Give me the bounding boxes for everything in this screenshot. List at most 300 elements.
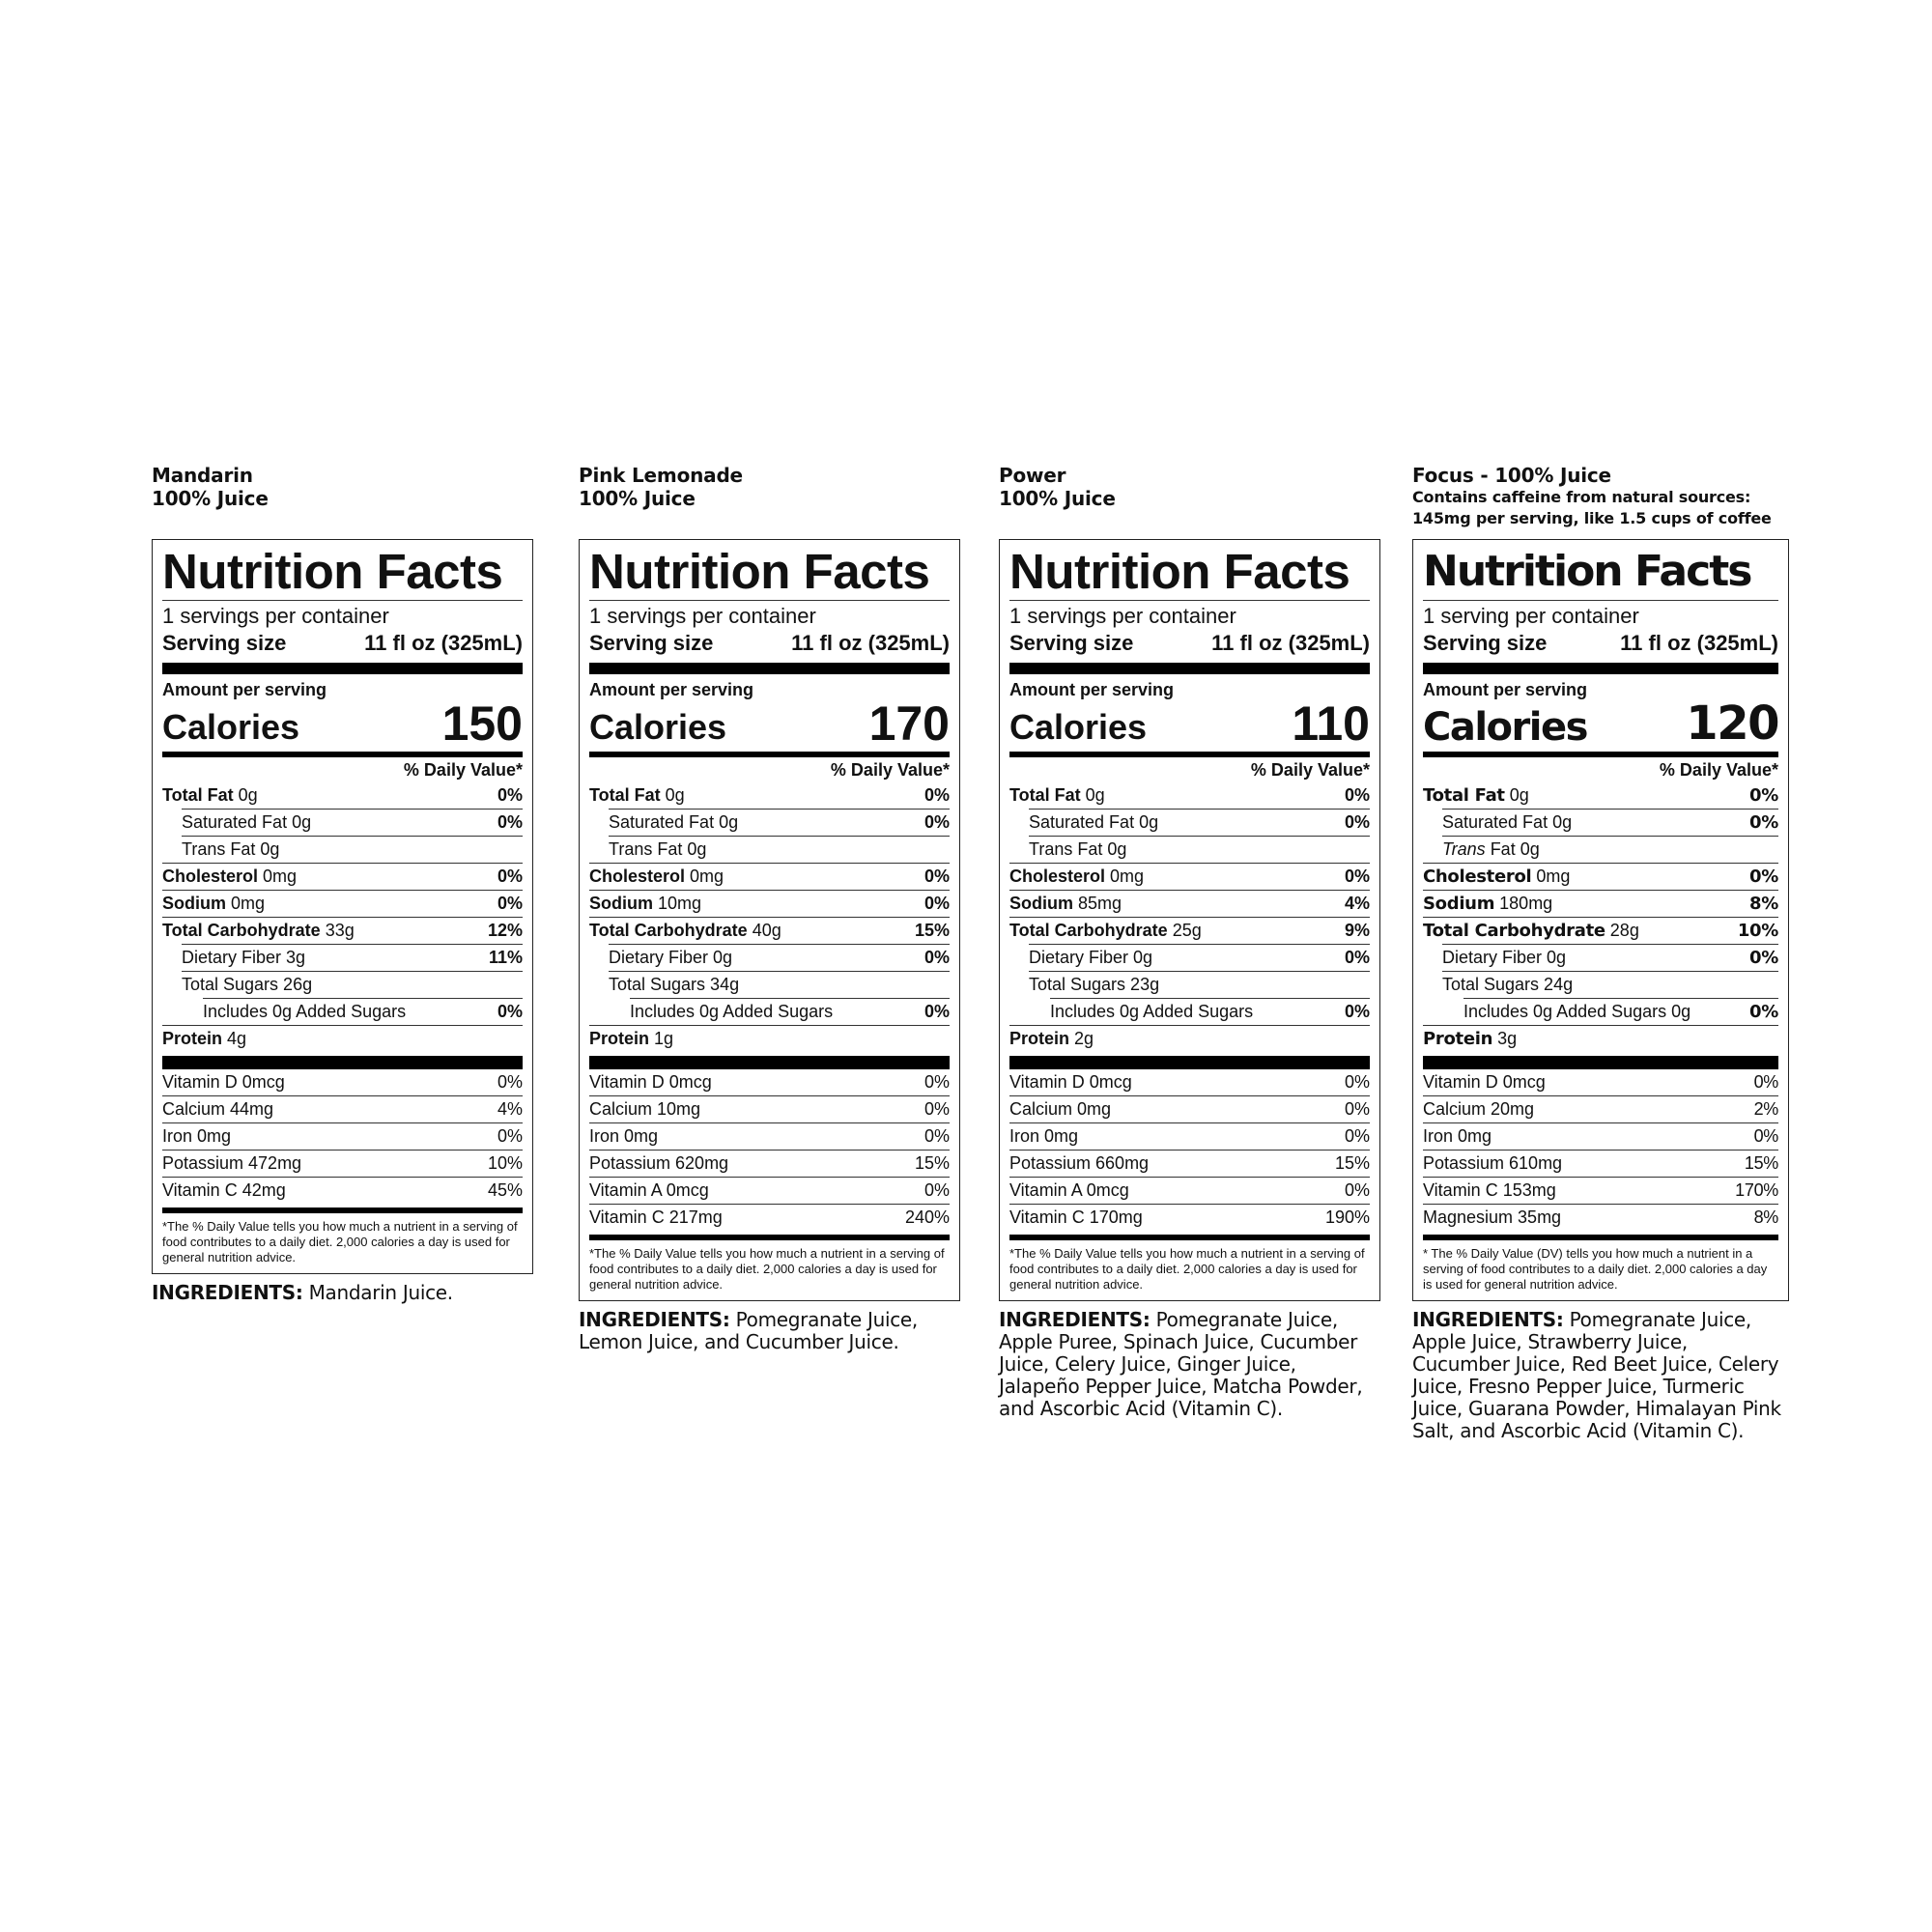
nutrient-amount: 4g (222, 1029, 247, 1048)
nutrient-amount: 1g (649, 1029, 674, 1048)
nutrient-name (162, 1026, 246, 1052)
product-name: Mandarin (152, 464, 253, 487)
vitamin-name: Iron 0mg (162, 1126, 232, 1146)
nutrient-name-italic: Trans (1442, 839, 1486, 859)
nutrient-amount: Total Sugars 23g (1029, 975, 1160, 994)
nutrient-row (589, 917, 950, 944)
calories-value: 110 (1292, 696, 1370, 751)
vitamin-row (589, 1095, 950, 1122)
vitamin-row (1423, 1069, 1778, 1095)
nutrient-rows (162, 782, 523, 1052)
nutrient-name-bold: Sodium (1423, 894, 1495, 914)
nutrient-name (609, 945, 732, 971)
nutrient-row (1423, 782, 1778, 809)
nutrient-name (589, 782, 685, 809)
nutrient-daily-value: 0% (1749, 867, 1778, 887)
ingredients-label: INGREDIENTS: (152, 1281, 303, 1304)
nutrient-name (1050, 999, 1253, 1025)
product-subtitle: 100% Juice (152, 487, 269, 510)
vitamin-daily-value: 2% (1753, 1099, 1778, 1119)
ingredients (152, 1282, 533, 1304)
vitamin-rows (589, 1069, 950, 1231)
vitamin-name: Potassium 660mg (1009, 1153, 1150, 1173)
nutrient-name (589, 1026, 673, 1052)
nutrient-daily-value: 0% (923, 867, 950, 886)
nutrient-name (1029, 837, 1126, 863)
nutrient-rows (589, 782, 950, 1052)
vitamin-row (162, 1177, 523, 1204)
nutrient-name (1009, 918, 1202, 944)
nutrient-amount: Fat 0g (1485, 839, 1540, 859)
nutrient-daily-value: 0% (497, 1002, 523, 1021)
vitamin-daily-value: 15% (1334, 1153, 1370, 1173)
nutrient-name-bold: Protein (162, 1029, 223, 1048)
nutrient-daily-value: 0% (1344, 785, 1370, 805)
divider-thick (162, 1056, 523, 1069)
product-name: Pink Lemonade (579, 464, 743, 487)
nutrient-amount: 2g (1069, 1029, 1094, 1048)
nutrient-row (1423, 1025, 1778, 1052)
serving-size-row (162, 630, 523, 657)
vitamin-name: Vitamin C 170mg (1009, 1208, 1143, 1227)
nutrient-name (162, 891, 265, 917)
nutrient-amount: 0g (233, 785, 258, 805)
nutrient-name (589, 864, 724, 890)
calories-value: 150 (441, 696, 523, 751)
nutrient-daily-value: 8% (1749, 894, 1778, 914)
nutrient-row (1423, 917, 1778, 944)
vitamin-name: Vitamin C 153mg (1423, 1180, 1556, 1200)
nutrient-row (609, 971, 950, 998)
vitamin-daily-value: 170% (1735, 1180, 1778, 1200)
nutrient-name (182, 972, 312, 998)
nutrient-name-bold: Protein (589, 1029, 650, 1048)
nutrient-name-bold: Total Carbohydrate (589, 921, 748, 940)
vitamin-row (1009, 1177, 1370, 1204)
nutrient-amount: 0g (1504, 785, 1529, 805)
nutrient-amount: 180mg (1494, 894, 1553, 913)
vitamin-name: Iron 0mg (589, 1126, 659, 1146)
nutrient-name-bold: Protein (1423, 1029, 1493, 1049)
vitamin-name: Potassium 610mg (1423, 1153, 1563, 1173)
nutrient-name-bold: Total Fat (162, 785, 234, 805)
nutrition-facts-label (579, 539, 960, 1301)
nutrient-daily-value: 0% (497, 785, 523, 805)
vitamin-daily-value: 4% (497, 1099, 523, 1119)
vitamin-name: Vitamin A 0mcg (589, 1180, 709, 1200)
vitamin-name: Vitamin A 0mcg (1009, 1180, 1129, 1200)
nutrition-facts-title: Nutrition Facts (162, 544, 503, 599)
vitamin-daily-value: 0% (1344, 1180, 1370, 1200)
nutrition-facts-title: Nutrition Facts (1009, 544, 1350, 599)
nutrient-amount: Saturated Fat 0g (1029, 812, 1159, 832)
vitamin-rows (162, 1069, 523, 1204)
nutrient-daily-value: 0% (497, 894, 523, 913)
nutrient-name (630, 999, 833, 1025)
nutrient-amount: Includes 0g Added Sugars (630, 1002, 834, 1021)
divider-thick (1423, 1056, 1778, 1069)
nutrient-name (162, 782, 258, 809)
nutrient-daily-value: 0% (1344, 948, 1370, 967)
nutrient-row (609, 809, 950, 836)
vitamin-name: Vitamin D 0mcg (162, 1072, 285, 1092)
ingredients-label: INGREDIENTS: (579, 1308, 730, 1331)
nutrient-name (203, 999, 406, 1025)
ingredients-text: Mandarin Juice. (302, 1281, 453, 1304)
nutrient-rows (1009, 782, 1370, 1052)
nutrient-name-bold: Total Carbohydrate (162, 921, 321, 940)
nutrient-name (1029, 972, 1159, 998)
vitamin-name: Potassium 620mg (589, 1153, 729, 1173)
nutrient-amount: Includes 0g Added Sugars (203, 1002, 407, 1021)
calories-label: Calories (1423, 705, 1587, 750)
nutrient-row (203, 998, 523, 1025)
nutrient-row (589, 782, 950, 809)
vitamin-row (1423, 1122, 1778, 1150)
nutrient-name (182, 810, 311, 836)
nutrient-daily-value: 0% (923, 948, 950, 967)
vitamin-name: Calcium 44mg (162, 1099, 274, 1119)
nutrient-name-bold: Protein (1009, 1029, 1070, 1048)
nutrition-facts-title: Nutrition Facts (1423, 547, 1751, 596)
daily-value-header: % Daily Value* (830, 760, 950, 780)
calories-value: 120 (1686, 696, 1778, 751)
vitamin-daily-value: 10% (487, 1153, 523, 1173)
nutrient-row (162, 863, 523, 890)
nutrient-row (162, 782, 523, 809)
daily-value-header: % Daily Value* (403, 760, 523, 780)
nutrient-rows (1423, 782, 1778, 1052)
nutrition-facts-title: Nutrition Facts (589, 544, 930, 599)
product-header (999, 464, 1380, 539)
nutrient-name (1423, 1026, 1517, 1052)
nutrition-facts-label (999, 539, 1380, 1301)
serving-size-label: Serving size (1423, 631, 1548, 655)
nutrient-amount: 40g (747, 921, 781, 940)
nutrient-row (162, 890, 523, 917)
vitamin-name: Vitamin D 0mcg (589, 1072, 712, 1092)
nutrient-daily-value: 0% (497, 867, 523, 886)
nutrient-amount: 0mg (685, 867, 724, 886)
nutrient-row (1463, 998, 1778, 1025)
nutrient-row (182, 944, 523, 971)
nutrient-name-bold: Cholesterol (1009, 867, 1106, 886)
nutrient-name-bold: Total Carbohydrate (1009, 921, 1168, 940)
nutrient-amount: 28g (1605, 921, 1639, 940)
nutrient-row (182, 971, 523, 998)
product-header (152, 464, 533, 539)
nutrient-amount: Total Sugars 24g (1442, 975, 1574, 994)
nutrient-amount: 3g (1492, 1029, 1518, 1048)
nutrient-row (1009, 863, 1370, 890)
vitamin-name: Vitamin C 217mg (589, 1208, 723, 1227)
nutrient-amount: 0mg (1105, 867, 1145, 886)
product-column-pink-lemonade (579, 464, 960, 1353)
nutrient-name (1029, 810, 1158, 836)
vitamin-row (1009, 1095, 1370, 1122)
nutrient-row (1050, 998, 1370, 1025)
nutrient-row (1029, 971, 1370, 998)
amount-per-serving: Amount per serving (1423, 680, 1588, 699)
serving-size-value: 11 fl oz (325mL) (791, 631, 950, 655)
divider-thick (1009, 1056, 1370, 1069)
divider-thick (1009, 663, 1370, 674)
nutrient-row (1442, 944, 1778, 971)
product-name: Focus - 100% Juice (1412, 464, 1611, 487)
nutrient-daily-value: 0% (1749, 812, 1778, 833)
nutrient-name (1463, 999, 1690, 1025)
nutrient-row (1029, 836, 1370, 863)
nutrient-daily-value: 15% (914, 921, 950, 940)
nutrient-row (609, 836, 950, 863)
vitamin-name: Magnesium 35mg (1423, 1208, 1562, 1227)
vitamin-daily-value: 0% (923, 1099, 950, 1119)
vitamin-daily-value: 8% (1753, 1208, 1778, 1227)
daily-value-footnote: * The % Daily Value (DV) tells you how much a nutrient in a serving of food contributes to a daily diet. 2,000 calories a day is used for general nutrition advice. (1423, 1246, 1768, 1292)
calories-row (162, 696, 523, 751)
calories-row (1009, 696, 1370, 751)
nutrient-amount: Dietary Fiber 0g (609, 948, 733, 967)
nutrient-name-bold: Cholesterol (589, 867, 686, 886)
ingredients-text: Pomegranate Juice, Apple Puree, Spinach Juice, Cucumber Juice, Celery Juice, Ginger Juice, Jalapeño Pepper Juice, Matcha Powder, and Ascorbic Acid (Vitamin C). (999, 1308, 1363, 1420)
nutrient-amount: Saturated Fat 0g (1442, 812, 1573, 832)
calories-row (589, 696, 950, 751)
nutrient-row (1442, 809, 1778, 836)
vitamin-daily-value: 15% (914, 1153, 950, 1173)
vitamin-row (1423, 1204, 1778, 1231)
nutrient-name (609, 810, 738, 836)
nutrient-row (1029, 944, 1370, 971)
nutrient-row (589, 1025, 950, 1052)
product-subtitle: 100% Juice (999, 487, 1116, 510)
nutrient-amount: Total Sugars 26g (182, 975, 313, 994)
vitamin-daily-value: 0% (1344, 1072, 1370, 1092)
vitamin-name: Calcium 10mg (589, 1099, 701, 1119)
calories-label: Calories (162, 707, 300, 747)
ingredients-label: INGREDIENTS: (999, 1308, 1151, 1331)
nutrient-name (1423, 782, 1529, 809)
nutrient-name (609, 972, 739, 998)
nutrient-name (1029, 945, 1152, 971)
vitamin-daily-value: 0% (1753, 1126, 1778, 1146)
nutrient-daily-value: 0% (923, 1002, 950, 1021)
nutrient-name (1009, 782, 1105, 809)
vitamin-row (1009, 1150, 1370, 1177)
vitamin-row (1423, 1177, 1778, 1204)
daily-value-footnote: *The % Daily Value tells you how much a nutrient in a serving of food contributes to a daily diet. 2,000 calories a day is used for general nutrition advice. (1009, 1246, 1365, 1292)
nutrient-amount: 0g (1080, 785, 1105, 805)
nutrient-daily-value: 0% (923, 785, 950, 805)
product-header (579, 464, 960, 539)
nutrition-facts-label (152, 539, 533, 1274)
nutrient-daily-value: 11% (488, 948, 523, 967)
vitamin-name: Calcium 0mg (1009, 1099, 1112, 1119)
serving-size-value: 11 fl oz (325mL) (1211, 631, 1370, 655)
servings-per-container: 1 servings per container (589, 604, 816, 628)
product-column-focus (1412, 464, 1789, 1442)
servings-per-container: 1 servings per container (162, 604, 389, 628)
nutrient-name (1442, 945, 1566, 971)
nutrient-name-bold: Total Fat (1423, 785, 1505, 806)
vitamin-name: Vitamin D 0mcg (1009, 1072, 1132, 1092)
daily-value-header: % Daily Value* (1659, 760, 1778, 780)
vitamin-daily-value: 0% (497, 1126, 523, 1146)
nutrient-amount: Saturated Fat 0g (182, 812, 312, 832)
nutrient-amount: 0mg (258, 867, 298, 886)
nutrient-amount: Total Sugars 34g (609, 975, 740, 994)
vitamin-row (1009, 1204, 1370, 1231)
vitamin-rows (1423, 1069, 1778, 1231)
nutrient-row (609, 944, 950, 971)
nutrient-daily-value: 9% (1344, 921, 1370, 940)
nutrient-row (1009, 782, 1370, 809)
nutrient-amount: Includes 0g Added Sugars 0g (1463, 1002, 1691, 1021)
nutrient-name (162, 918, 355, 944)
nutrition-facts-label (1412, 539, 1789, 1301)
nutrient-amount: Trans Fat 0g (182, 839, 280, 859)
vitamin-daily-value: 240% (904, 1208, 950, 1227)
nutrient-name (1442, 837, 1540, 863)
nutrient-name (589, 918, 781, 944)
vitamin-daily-value: 190% (1324, 1208, 1370, 1227)
nutrient-row (162, 917, 523, 944)
amount-per-serving: Amount per serving (589, 680, 754, 699)
nutrient-row (589, 863, 950, 890)
nutrient-row (1423, 890, 1778, 917)
nutrient-name (589, 891, 701, 917)
nutrient-name (1423, 891, 1552, 917)
nutrient-name-bold: Cholesterol (162, 867, 259, 886)
vitamin-name: Iron 0mg (1423, 1126, 1492, 1146)
product-name: Power (999, 464, 1066, 487)
vitamin-daily-value: 0% (1344, 1099, 1370, 1119)
nutrient-daily-value: 0% (923, 894, 950, 913)
nutrient-name-bold: Total Carbohydrate (1423, 921, 1605, 941)
ingredients (999, 1309, 1380, 1420)
vitamin-name: Iron 0mg (1009, 1126, 1079, 1146)
servings-per-container: 1 serving per container (1423, 604, 1639, 628)
nutrient-amount: 85mg (1073, 894, 1122, 913)
nutrient-daily-value: 0% (1344, 812, 1370, 832)
nutrient-amount: Trans Fat 0g (1029, 839, 1127, 859)
ingredients-text: Pomegranate Juice, Apple Juice, Strawberry Juice, Cucumber Juice, Red Beet Juice, Celery Juice, Fresno Pepper Juice, Turmeric Juice, Guarana Powder, Himalayan Pink Salt, and Ascorbic Acid (Vitamin C). (1412, 1308, 1781, 1442)
vitamin-row (162, 1122, 523, 1150)
nutrient-name-bold: Total Fat (589, 785, 661, 805)
nutrient-row (182, 836, 523, 863)
serving-size-label: Serving size (589, 631, 714, 655)
divider-thick (162, 663, 523, 674)
vitamin-daily-value: 0% (923, 1180, 950, 1200)
calories-label: Calories (1009, 707, 1148, 747)
vitamin-row (162, 1069, 523, 1095)
nutrient-amount: 0mg (226, 894, 266, 913)
vitamin-row (589, 1150, 950, 1177)
amount-per-serving: Amount per serving (1009, 680, 1175, 699)
nutrient-row (1009, 1025, 1370, 1052)
nutrient-name-bold: Total Fat (1009, 785, 1081, 805)
serving-size-value: 11 fl oz (325mL) (364, 631, 523, 655)
daily-value-header: % Daily Value* (1250, 760, 1370, 780)
nutrient-row (1009, 917, 1370, 944)
vitamin-row (1009, 1069, 1370, 1095)
calories-value: 170 (868, 696, 950, 751)
vitamin-name: Calcium 20mg (1423, 1099, 1535, 1119)
servings-per-container: 1 servings per container (1009, 604, 1236, 628)
nutrient-amount: 25g (1167, 921, 1202, 940)
nutrient-daily-value: 0% (923, 812, 950, 832)
product-column-mandarin (152, 464, 533, 1304)
nutrient-row (589, 890, 950, 917)
vitamin-daily-value: 45% (487, 1180, 523, 1200)
nutrient-amount: Dietary Fiber 0g (1442, 948, 1567, 967)
nutrient-daily-value: 0% (1344, 867, 1370, 886)
vitamin-name: Vitamin C 42mg (162, 1180, 286, 1200)
vitamin-name: Vitamin D 0mcg (1423, 1072, 1546, 1092)
nutrient-daily-value: 0% (497, 812, 523, 832)
amount-per-serving: Amount per serving (162, 680, 327, 699)
calories-label: Calories (589, 707, 727, 747)
vitamin-row (162, 1095, 523, 1122)
nutrient-name-bold: Sodium (162, 894, 226, 913)
nutrient-amount: 33g (320, 921, 355, 940)
vitamin-daily-value: 15% (1744, 1153, 1778, 1173)
nutrient-daily-value: 0% (1749, 948, 1778, 968)
nutrient-row (1442, 836, 1778, 863)
nutrient-daily-value: 0% (1749, 785, 1778, 806)
nutrient-daily-value: 0% (1749, 1002, 1778, 1022)
nutrient-name (182, 837, 279, 863)
serving-size-value: 11 fl oz (325mL) (1620, 631, 1778, 655)
nutrient-name (1009, 891, 1122, 917)
nutrient-row (182, 809, 523, 836)
nutrient-amount: Dietary Fiber 0g (1029, 948, 1153, 967)
divider-thick (1423, 663, 1778, 674)
nutrient-row (162, 1025, 523, 1052)
vitamin-daily-value: 0% (1344, 1126, 1370, 1146)
vitamin-daily-value: 0% (1753, 1072, 1778, 1092)
product-subtitle: 100% Juice (579, 487, 696, 510)
vitamin-row (589, 1177, 950, 1204)
nutrient-daily-value: 4% (1344, 894, 1370, 913)
vitamin-rows (1009, 1069, 1370, 1231)
nutrient-name (1442, 810, 1572, 836)
divider-thick (589, 663, 950, 674)
daily-value-footnote: *The % Daily Value tells you how much a nutrient in a serving of food contributes to a daily diet. 2,000 calories a day is used for general nutrition advice. (162, 1219, 518, 1264)
nutrient-row (1009, 890, 1370, 917)
serving-size-label: Serving size (162, 631, 287, 655)
nutrient-amount: Dietary Fiber 3g (182, 948, 306, 967)
nutrient-daily-value: 12% (487, 921, 523, 940)
product-header (1412, 464, 1789, 539)
nutrient-name (1423, 918, 1639, 944)
nutrient-name-bold: Sodium (1009, 894, 1073, 913)
nutrient-amount: 10mg (653, 894, 702, 913)
ingredients (1412, 1309, 1789, 1442)
nutrient-name-bold: Sodium (589, 894, 653, 913)
caffeine-note: Contains caffeine from natural sources: 145mg per serving, like 1.5 cups of coffee (1412, 488, 1772, 527)
nutrient-row (1423, 863, 1778, 890)
product-column-power (999, 464, 1380, 1420)
vitamin-name: Potassium 472mg (162, 1153, 302, 1173)
nutrient-name (609, 837, 706, 863)
nutrient-row (1029, 809, 1370, 836)
vitamin-daily-value: 0% (923, 1126, 950, 1146)
serving-size-row (589, 630, 950, 657)
divider-thick (589, 1056, 950, 1069)
nutrient-row (1442, 971, 1778, 998)
calories-row (1423, 696, 1778, 751)
nutrient-amount: 0mg (1531, 867, 1571, 886)
